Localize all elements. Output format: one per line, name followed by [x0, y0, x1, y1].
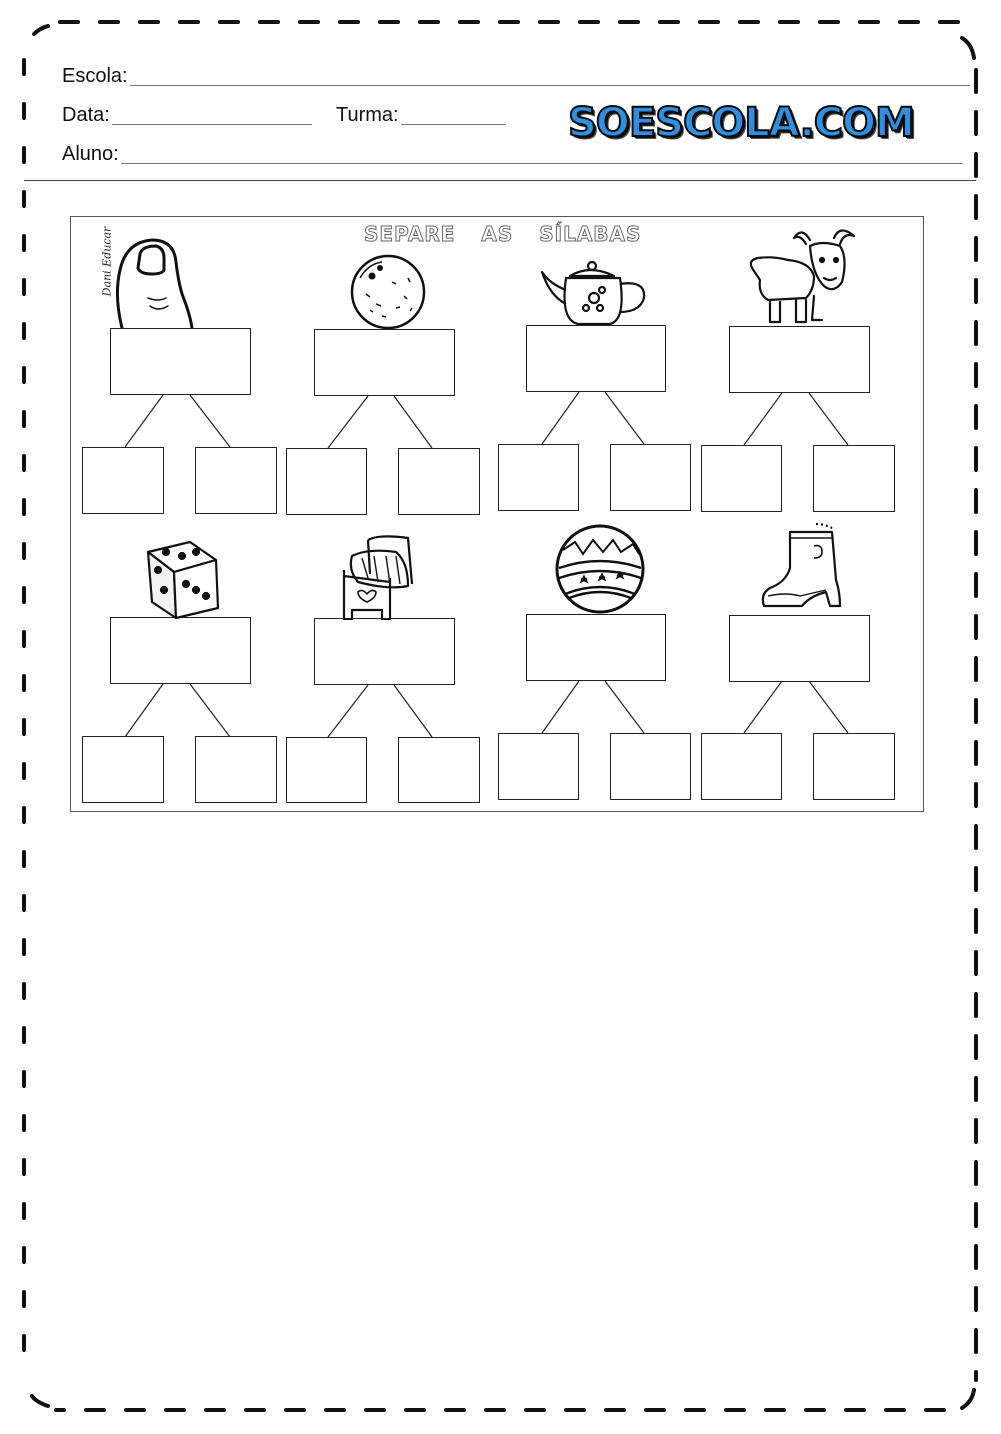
escola-label: Escola: — [62, 65, 128, 87]
worksheet-title: SEPARE AS SÍLABAS — [364, 222, 642, 246]
syllable-box-8b[interactable] — [813, 733, 895, 800]
word-box-7[interactable] — [526, 614, 666, 681]
syllable-box-2a[interactable] — [286, 448, 367, 515]
aluno-label: Aluno: — [62, 143, 119, 165]
boot-icon — [760, 522, 844, 614]
word-box-1[interactable] — [110, 328, 251, 395]
site-logo: SOESCOLA.COM — [568, 100, 914, 146]
ball-icon — [555, 524, 645, 614]
syllable-box-3a[interactable] — [498, 444, 579, 511]
syllable-box-5a[interactable] — [82, 736, 164, 803]
syllable-box-7b[interactable] — [610, 733, 691, 800]
syllable-box-4b[interactable] — [813, 445, 895, 512]
thumb-icon — [112, 236, 196, 328]
dice-icon — [138, 540, 222, 620]
syllable-box-6b[interactable] — [398, 737, 480, 803]
syllable-box-6a[interactable] — [286, 737, 367, 803]
syllable-box-1b[interactable] — [195, 447, 277, 514]
goat-icon — [748, 224, 860, 326]
syllable-box-5b[interactable] — [195, 736, 277, 803]
bed-icon — [338, 534, 422, 620]
syllable-box-7a[interactable] — [498, 733, 579, 800]
word-box-6[interactable] — [314, 618, 455, 685]
syllable-box-8a[interactable] — [701, 733, 782, 800]
word-box-2[interactable] — [314, 329, 455, 396]
data-label: Data: — [62, 104, 110, 126]
syllable-box-3b[interactable] — [610, 444, 691, 511]
coconut-icon — [346, 254, 430, 330]
syllable-box-1a[interactable] — [82, 447, 164, 514]
syllable-box-2b[interactable] — [398, 448, 480, 515]
turma-label: Turma: — [336, 104, 399, 126]
word-box-5[interactable] — [110, 617, 251, 684]
teapot-icon — [540, 260, 650, 328]
word-box-4[interactable] — [729, 326, 870, 393]
word-box-8[interactable] — [729, 615, 870, 682]
syllable-box-4a[interactable] — [701, 445, 782, 512]
word-box-3[interactable] — [526, 325, 666, 392]
author-signature: Dani Educar — [100, 226, 114, 297]
